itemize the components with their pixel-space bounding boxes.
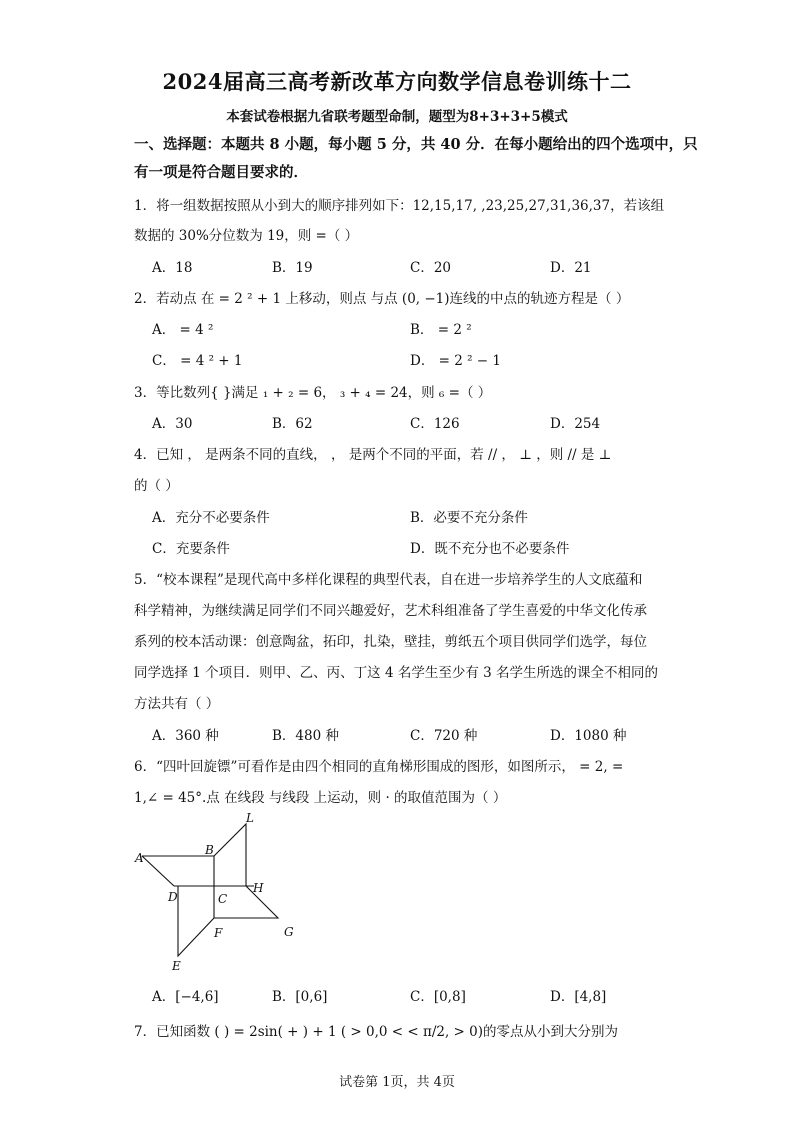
q2-option-d: D． = 2 ² − 1 xyxy=(410,353,501,369)
q5-stem-line2: 科学精神，为继续满足同学们不同兴趣爱好，艺术科组准备了学生喜爱的中华文化传承 xyxy=(134,603,647,619)
q2-option-a: A． = 4 ² xyxy=(152,322,214,338)
label-B: B xyxy=(205,843,214,857)
q1-stem-line2: 数据的 30%分位数为 19，则 =（ ） xyxy=(134,228,359,244)
q5-option-c: C．720 种 xyxy=(410,728,478,744)
q3-option-c: C．126 xyxy=(410,416,460,432)
label-L: L xyxy=(246,811,254,825)
q5-stem-line1: 5．“校本课程”是现代高中多样化课程的典型代表，自在进一步培养学生的人文底蕴和 xyxy=(134,572,643,588)
q1-option-c: C．20 xyxy=(410,260,452,276)
q2-stem-line1: 2．若动点 在 = 2 ² + 1 上移动，则点 与点 (0, −1)连线的中点的轨迹方程是（ ） xyxy=(134,291,630,307)
q4-option-b: B．必要不充分条件 xyxy=(410,510,528,526)
paper-title: 2024届高三高考新改革方向数学信息卷训练十二 xyxy=(162,69,632,94)
q5-option-d: D．1080 种 xyxy=(550,728,627,744)
q5-stem-line5: 方法共有（ ） xyxy=(134,696,220,712)
section-heading-line1: 一、选择题：本题共 8 小题，每小题 5 分，共 40 分．在每小题给出的四个选项中，只 xyxy=(134,136,698,153)
section-heading-line2: 有一项是符合题目要求的． xyxy=(134,164,308,181)
q3-option-d: D．254 xyxy=(550,416,601,432)
q5-stem-line4: 同学选择 1 个项目．则甲、乙、丙、丁这 4 名学生至少有 3 名学生所选的课全不相同的 xyxy=(134,665,659,681)
q4-option-c: C．充要条件 xyxy=(152,541,230,557)
page-footer: 试卷第 1页，共 4页 xyxy=(339,1075,455,1090)
q5-stem-line3: 系列的校本活动课：创意陶盆，拓印，扎染，壁挂，剪纸五个项目供同学们选学，每位 xyxy=(134,634,647,650)
q6-stem-line1: 6．“四叶回旋镖”可看作是由四个相同的直角梯形围成的图形，如图所示， = 2, = xyxy=(134,759,624,775)
q1-stem-line1: 1．将一组数据按照从小到大的顺序排列如下：12,15,17, ,23,25,27,31,36,37，若该组 xyxy=(134,198,665,214)
label-G: G xyxy=(284,925,294,939)
label-D: D xyxy=(168,890,178,904)
q6-stem-line2: 1,∠ = 45°.点 在线段 与线段 上运动，则 · 的取值范围为（ ） xyxy=(134,790,507,806)
q4-stem-line2: 的（ ） xyxy=(134,478,179,494)
paper-subtitle: 本套试卷根据九省联考题型命制，题型为8+3+3+5模式 xyxy=(226,109,568,125)
q3-stem-line1: 3．等比数列{ }满足 ₁ + ₂ = 6， ₃ + ₄ = 24，则 ₆ =（ ） xyxy=(134,385,492,401)
q2-option-b: B． = 2 ² xyxy=(410,322,472,338)
label-C: C xyxy=(218,892,228,906)
q6-option-a: A．[−4,6] xyxy=(152,989,219,1005)
q7-stem-line1: 7．已知函数 ( ) = 2sin( + ) + 1 ( > 0,0 < < π/2, > 0)的零点从小到大分别为 xyxy=(134,1024,619,1040)
q4-stem-line1: 4．已知 ， 是两条不同的直线， ， 是两个不同的平面，若 // ， ⊥ ，则 // 是 ⊥ xyxy=(134,447,612,463)
q1-option-a: A．18 xyxy=(152,260,193,276)
q1-option-d: D．21 xyxy=(550,260,592,276)
q5-option-a: A．360 种 xyxy=(152,728,219,744)
label-F: F xyxy=(214,926,223,940)
label-H: H xyxy=(253,881,264,895)
q6-option-d: D．[4,8] xyxy=(550,989,607,1005)
q2-option-c: C． = 4 ² + 1 xyxy=(152,353,243,369)
q4-option-a: A．充分不必要条件 xyxy=(152,510,270,526)
q6-option-c: C．[0,8] xyxy=(410,989,466,1005)
q1-option-b: B．19 xyxy=(272,260,313,276)
q3-option-a: A．30 xyxy=(152,416,193,432)
q4-option-d: D．既不充分也不必要条件 xyxy=(410,541,570,557)
label-E: E xyxy=(172,959,181,973)
boomerang-figure xyxy=(128,806,303,976)
q6-option-b: B．[0,6] xyxy=(272,989,328,1005)
label-A: A xyxy=(135,851,144,865)
q5-option-b: B．480 种 xyxy=(272,728,339,744)
q3-option-b: B．62 xyxy=(272,416,313,432)
